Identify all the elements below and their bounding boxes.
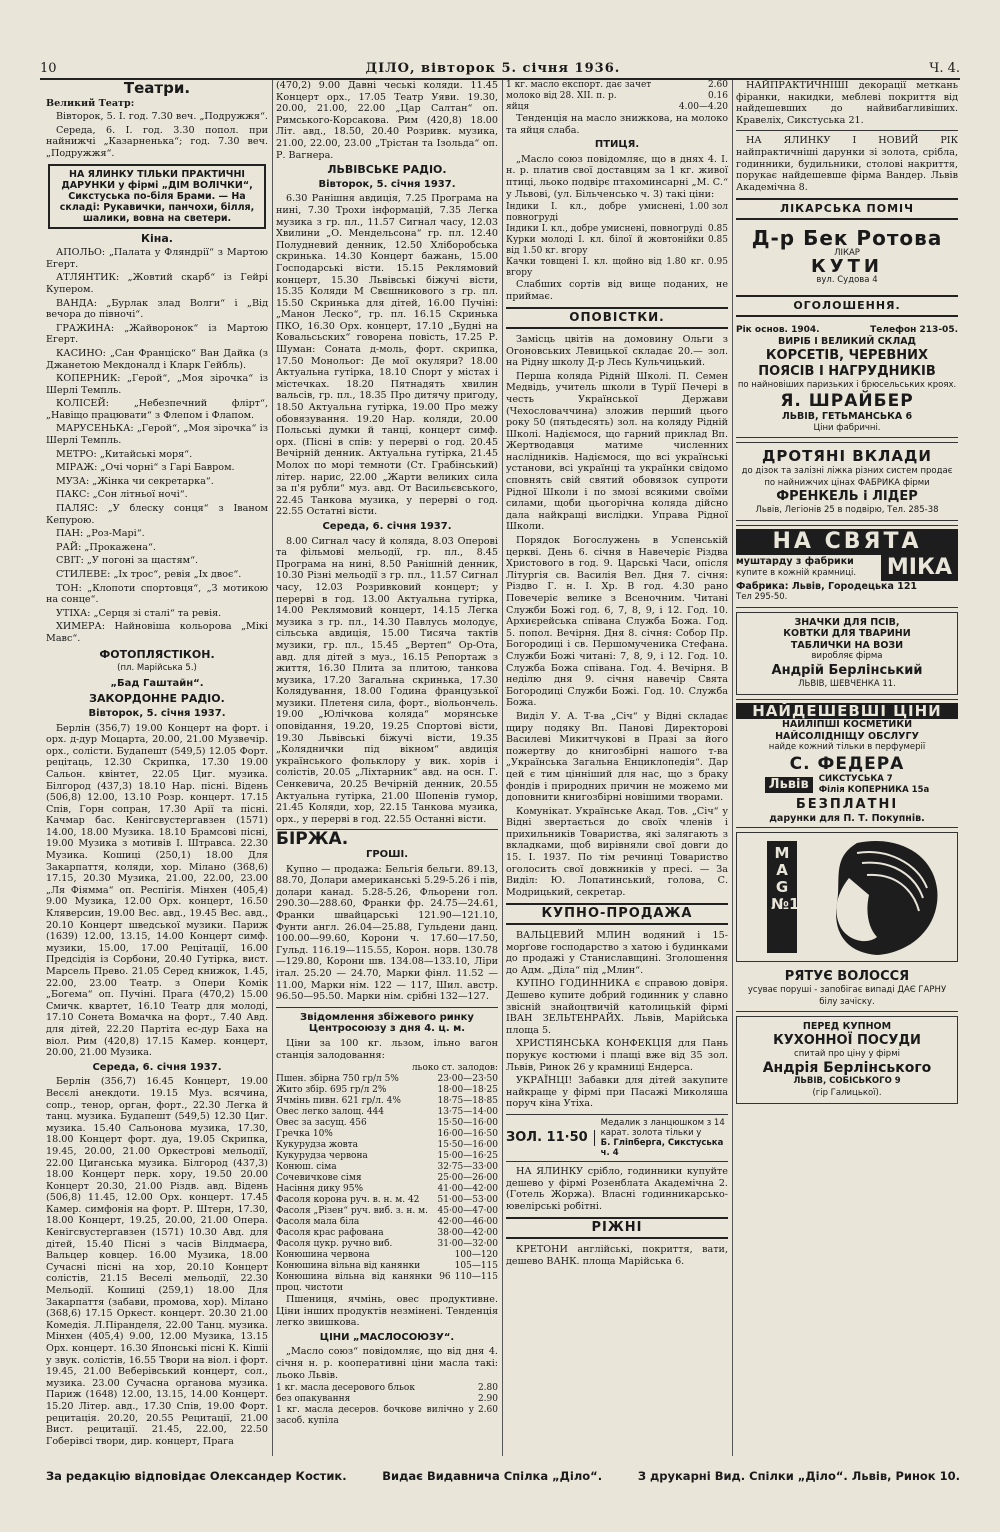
announcements-heading: ОГОЛОШЕННЯ. (736, 295, 958, 317)
poultry-heading: ПТИЦЯ. (594, 139, 640, 151)
column-divider (272, 80, 273, 1456)
radio-program: Берлін (356,7) 19.00 Концерт на форт. і орх. д-дур Моцарта, 20.00, 21.00 Музвечір. орх., солісти. Будапешт (549,5) 12.05 Форт. рецітаць, 12.30 Скрипка, 17.30 19.00 Сальон. квінтет, 22.05 Циг. музика. Білгород (437,3) 18.10 Нар. пісні. Відень (506,8) 12.00, 13.10 Розр. концерт. 17.15 Спів, Горн сопран, 17.30 Арії та пісні. Качмар бас. Кенігсвустергавзен (1571) 14.00, 18.00 Музика. 18.10 Брамсові пісні, 19.00 Музика з мотивів І. Штравса. 22.30 Музика. Кошиці (250,1) 18.00 Для Закарпаття, коляди, хор. Мілано (368,6) 17.15, 20.30 Музика, 21.00, 22.00, 23.00 „Ля Фіямма“ оп. Респігія. Мінхен (405,4) 9.00 Музика, 12.00 Орх. концерт, 16.50 Кляверсин, 19.00 Вес. авд., 19.45 Вес. авд., 20.10 Концерт шведської музики. Париж (1639) 12.00, 13.15, 14.00 Концерт симф. музики, 15.00, 17.00 Рецітації, 16.00 Предсідія із Сорбони, 20.40 Гутірка, вист. Марсель Прево. 21.05 Серед книжок, 1.45, 22.00, 23.00 Театр. з Опери Комік „Богема“ оп. Пучіні. Прага (470,2) 15.00 Смичк. квартет, 16.10 Театр для молоді, 17.10 Сонета Вомачка на форт., 7.40 Авд. для дітей, 22.20 Партіта ес-дур Баха на віол. Рим (420,8) 17.15 Камер. концерт, 20.00, 21.00 Музика. (46, 722, 268, 1059)
radio-program: Берлін (356,7) 16.45 Концерт, 19.00 Весєлі анекдоти. 19.15 Муз. всячина, сопр., тенор, орган, форт., 22.30 Легка й танц. музика. Будапешт (549,5) 12.30 Циг. музика. 15.40 Сальонова музика, 17.30, 18.00 Концерт форт. дуа, 19.05 Скрипка, 19.45, 20.00, 21.00 Оркестрові мельодії, 22.00 Циганська музика. Білгород (437,3) 18.00 Концерт перк. хору, 19.50 20.00 Концерт 20.30, 21.00 Різдв. авд. Відень (506,8) 11.45, 12.00 Орх. концерт. 17.45 Камер. симфонія на форт. Р. Штерн, 17.30, 18.00 Концерт, 19.25, 20.00, 21.00 Опера. Кенігсвустергавзен (1571) 10.30 Авд. для дітей, 15.40 Пісні з часів Вілдмаєра, Вальцер ковцер. 16.00 Музика, 18.00 Сучасні пісні на хор, 20.10 Концерт солістів, 21.15 Веселі мельодії, 22.30 Мельодії. Кошиці (259,1) 18.00 Для Закарпаття (забави, промова, хор). Мілано (368,6) 17.15 Оркест. концерт. 20.30 21.00 Комедія. Л.Піранделя, 22.00 Танц. музика. Мінхен (405,4) 9.00, 12.00 Музика, 13.15 Орх. концерт. 16.30 Японські пісні К. Кішіі у звук. солістів, 16.55 Твори на віол. і форт. 19.45, 21.00 Веберівський концерт, сол., музика. 23.00 Сучасна органова музика. Париж (1648) 12.00, 13.15, 14.00 Концерт. 15.20 Літер. авд., 17.30 Спів, 19.00 Форт. рецитація. 20.20, 20.55 Рецитації, 21.00 Вист. рецитації. 21.45, 22.00, 22.50 Гоберівсі твори, дир. концерт, Прага (46, 1076, 268, 1447)
editor-credit: За редакцію відповідає Олександер Костик. (46, 1469, 347, 1483)
grain-heading: Звідомлення збіжевого ринку Центросоюзу з дня 4. ц. м. (300, 1011, 474, 1035)
grain-row: Пшен. збірна 750 гр/л 5% 23·00—23·50 (276, 1074, 498, 1085)
grain-row: Конюш. сіма 32·75—33·00 (276, 1162, 498, 1173)
issue-number: Ч. 4. (929, 61, 960, 76)
cinema-heading: Кіна. (141, 231, 173, 245)
money-heading: ГРОШІ. (365, 849, 409, 860)
cinema-listing: ХИМЕРА: Найновіша кольорова „Мікі Мавс“. (46, 621, 268, 644)
cinema-listing: ПАН: „Роз-Марі“. (56, 528, 145, 540)
cinema-listing: МУЗА: „Жінка чи секретарка“. (56, 475, 214, 487)
maslosoyuz-text: „Масло союз“ повідомляє, що від дня 4. січня н. р. кооперативні ціни масла такі: льоко Львів. (276, 1346, 498, 1381)
butter-row: 1 кг. масла десерового бльок 2.80 (276, 1383, 498, 1394)
price-row: 1 кг. масло експорт. дає зачет 2.60 (506, 80, 728, 90)
cinema-listing: ПАЛЯС: „У блеску сонця“ з Іваном Кепурою. (46, 503, 268, 526)
divider (736, 130, 958, 131)
column-divider (502, 80, 503, 1456)
ad-box-volichka: НА ЯЛИНКУ ТІЛЬКИ ПРАКТИЧНІ ДАРУНКИ у фірмі „ДІМ ВОЛІЧКИ“, Сикстуська по-біля Брами. — На складі: Рукавички, панчохи, білля, шалики, вовна на светери. (48, 164, 266, 229)
hair-tonic-poster (736, 832, 958, 962)
poultry-row: Індики І. кл., добре умиснені, повногруді 1.00 зол (506, 202, 728, 224)
notice-item: Перша коляда Рідній Школі. П. Семен Медвідь, учитель школи в Турії Печері в честь Української Держави (Чехословаччина) зложив перший цього року 50 (пятьдесять) зол. на коляду Рідній Школі. Надіємося, що гарний приклад Вп. Жертводавця матиме численних наслідників. Надіємося, що всі українські установи, всі українці та українки свідомо сповнять свій святий обовязок супроти Рідної Школи і по змозі всякими своїми силами, щоби цьогорічна коляда дійсно дала найкращі вислідки. Управа Рідної Школи. (506, 370, 728, 533)
column-1 (46, 80, 268, 1456)
wire-beds-ad: ДРОТЯНІ ВКЛАДИ до дізок та залізні ліжка різних систем продає по найнижчих цінах ФАБРИКА фірми ФРЕНКЕЛЬ і ЛІДЕР Львів, Легіонів 25 в подвірю, Тел. 285-38 (736, 442, 958, 521)
grain-row: Конюшина вільна від канянки 105—115 (276, 1261, 498, 1272)
grain-row: Конюшина червона 100—120 (276, 1250, 498, 1261)
grain-note: Пшениця, ячмінь, овес продуктивне. Ціни інших продуктів незмінені. Тенденція легко звишкова. (276, 1294, 498, 1329)
cinema-listing: АПОЛЬО: „Палата у Фляндрії“ з Мартою Егерт. (46, 247, 268, 270)
perfumery-headline: НАЙДЕШЕВШІ ЦІНИ (736, 703, 958, 719)
radio-day: Вівторок, 5. січня 1937. (88, 707, 226, 719)
price-row: молоко від 28. XII. п. р. 0.16 (506, 91, 728, 101)
doctor-ad (736, 225, 958, 290)
butter-row: 1 кг. масла десеров. бочкове вилічно у засоб. купіла 2.60 (276, 1405, 498, 1427)
grain-row: Кукурудза жовта 15·50—16·00 (276, 1140, 498, 1151)
cinema-listing: ГРАЖИНА: „Жайворонок“ із Мартою Егерт. (46, 322, 268, 346)
poultry-row: Качки товщені І. кл. щойно від 1.80 кг. вгору 0.95 (506, 257, 728, 279)
poultry-row: Курки молоді І. кл. білої й жовтонійки від 1.50 кг. вгору 0.85 (506, 235, 728, 257)
mag-brand: MAG №1 (771, 844, 800, 914)
cinema-listing: КОПЕРНИК: „Герой“, „Моя зірочка“ із Шерлі Темпль. (46, 373, 268, 396)
ad-decor: НАЙПРАКТИЧНІШІ декорації меткань фіранки, накидки, меблеві покриття від найдешевших до найвибагливіших. Кравеліх, Сикстуська 21. (736, 80, 958, 126)
doctor-place: КУТИ (811, 256, 883, 278)
berlinsky-firm: Андрій Берлінський (771, 662, 923, 678)
medical-heading: ЛІКАРСЬКА ПОМІЧ (736, 198, 958, 220)
grain-row: Фасоля мала біла 42·00—46·00 (276, 1217, 498, 1228)
fotoplastikon-show: „Бад Гаштайн“. (110, 677, 204, 689)
trade-item: КУПНО ГОДИННИКА є справою довіря. Дешево купите добрий годинник у славно звісній знайоцтвичій католицькій фірмі ІВАН ЗЕЛЬТЕНРАЙХ. Львів, Марійська площа 5. (506, 978, 728, 1036)
perfumery-ad: НАЙДЕШЕВШІ ЦІНИ НАЙЛІПШІ КОСМЕТИКИ НАЙСОЛІДНІЩУ ОБСЛУГУ найде кожний тільки в перфумерії С. ФЕДЕРА Львів СИКСТУСЬКА 7 Філія КОПЕРНИКА 15а БЕЗПЛАТНІ дарунки для П. Т. Покупнів. (736, 699, 958, 828)
butter-note: Тенденція на масло знижкова, на молоко та яйця слаба. (506, 113, 728, 136)
cinema-listing: ПАКС: „Сон літньої ночі“. (56, 489, 188, 501)
corset-ad-meta: Рік основ. 1904. Телефон 213-05. (736, 324, 958, 335)
mustard-ad: НА СВЯТА муштарду з фабрики купите в кожній крамниці. МІКА Фабрика: Львів, Городецька 121 Тел 295-50. (736, 525, 958, 608)
publisher-credit: Видає Видавнича Спілка „Діло“. (382, 1469, 603, 1483)
doctor-address: вул. Судова 4 (816, 275, 878, 286)
grain-unit-note: Ціни за 100 кг. льзом, ільно вагон станція залодовання: (276, 1037, 498, 1061)
trade-heading: КУПНО-ПРОДАЖА (506, 903, 728, 925)
misc-ad: КРЕТОНИ англійські, покриття, вати, дешево ВАНК. площа Марійська 6. (506, 1243, 728, 1267)
notices-list (506, 334, 728, 899)
column-2 (276, 80, 498, 1456)
butter-row: без опакування 2.90 (276, 1394, 498, 1405)
poultry-row: Індики І. кл., добре умиснені, повногруді 0.85 (506, 224, 728, 235)
hair-tonic-ad: РЯТУЄ ВОЛОССЯ усуває поруші - запобігає випаді ДАЄ ГАРНУ білу зачіску. (736, 966, 958, 1012)
column-4 (736, 80, 958, 1456)
notice-item: Комунікат. Українське Акад. Тов. „Січ“ у Відні звертається до своїх членів і прихильників Товариства, які залягають з вкладками, щоб вирівняли свої довги до 15. І. 1937. По тім речинці Товариство оголосить свої довжників у пресі. — За Виділ: Ю. Лопатинський, голова, С. Модрицький, секретар. (506, 805, 728, 898)
dog-tags-ad: ЗНАЧКИ ДЛЯ ПСІВ, КОВТКИ ДЛЯ ТВАРИНИ ТАБЛИЧКИ НА ВОЗИ виробляє фірма Андрій Берлінський ЛЬВІВ, ШЕВЧЕНКА 11. (736, 612, 958, 696)
grain-row: Фасоля крас рафована 38·00—42·00 (276, 1228, 498, 1239)
radio-day: Середа, 6. січня 1937. (92, 1061, 222, 1073)
trade-list (506, 930, 728, 1110)
theatres-heading: Театри. (123, 80, 191, 97)
woman-profile-illustration (737, 833, 957, 961)
schreiber-firm: Я. ШРАЙБЕР (780, 391, 914, 412)
radio-program: 8.00 Сигнал часу й коляда, 8.03 Оперові та фільмові мельодії, гр. пл., 8.45 Програма на нині, 8.50 Ранішній денник, 10.30 Різні мельодії з гр. пл., 11.57 Сигнал часу, 12.03 Розривковий концерт; у перерві в год. 13.00 Актуальна гутірка, 14.00 Реклямовий концерт, 14.15 Легка музика з гр. пл., 14.30 Павлусь молодує, сільська авдиція, 15.00 Тисяча тактів музики, гр. пл., 15.45 „Вертеп“ Ор-Ота, авд. для дітей з муз., 16.15 Репортаж з життя, 16.30 Плита за плитою, танкова музика, 17.20 Загальна скринька, 17.30 Колядування, 18.00 Година французької музики. Плетеня сила, форт., віольончель. 19.00 „Юлічкова коляда“ морянське оповідання, 19.20, 19.25 Спортові вісти, 19.30 Львівські біжучі вісти, 19.35 „Коляднички під вікном“ авдиція українського фольклору у вик. хорів і солістів, 20.05 „Ліхтарник“ авд. на осн. Г. Сенкевича, 20.25 Вечірній денник, 20.55 Актуальна гутірка, 21.00 Шопенів гумор, 21.45 Коляди, хор, 22.15 Танкова музика, орх., у перерві в год. 22.55 Останні вісти. (276, 535, 498, 825)
radio-day: Середа, 6. січня 1937. (322, 520, 452, 532)
grain-row: Овес за засущ. 456 15·50—16·00 (276, 1118, 498, 1129)
cinema-listing: МІРАЖ: „Очі чорні“ з Гарі Бавром. (56, 462, 235, 474)
poultry-text: „Масло союз повідомляє, що в днях 4. І. н. р. платив свої доставцям за 1 кг. живої птиці, льоко подвірє птахоминсарні „М. С.“ у Львові, (ул. Більченсько ч. 3) такі ціни: (506, 153, 728, 200)
doctor-role: ЛІКАР (834, 247, 860, 258)
corset-ad: Рік основ. 1904. Телефон 213-05. ВИРІБ І ВЕЛИКИЙ СКЛАД КОРСЕТІВ, ЧЕРЕВНИХ ПОЯСІВ І НАГРУДНИКІВ по найновіших паризьких і брюсельських кроях. Я. ШРАЙБЕР ЛЬВІВ, ГЕТЬМАНСЬКА 6 Ціни фабричні. (736, 322, 958, 439)
grain-row: Овес легко залощ. 444 13·75—14·00 (276, 1107, 498, 1118)
page-number: 10 (40, 61, 57, 76)
cinema-listing: КАСИНО: „Сан Франціско“ Ван Дайка (з Джанетою Мекдоналд і Кларк Гейбль). (46, 347, 268, 371)
mika-brand: МІКА (881, 555, 958, 581)
cinema-listing: АТЛЯНТИК: „Жовтий скарб“ із Гейрі Купером. (46, 272, 268, 295)
grain-table (276, 1074, 498, 1294)
notice-item: Виділ У. А. Т-ва „Січ“ у Відні складає щиру подяку Вп. Панові Директорові Василеві Микитчукові в Празі за його пожертву до книгозбірні нашого т-ва „Українська Загальна Енциклопедія“. Дар цей є тим цінніший для нас, що з браку фондів і природних причин не можемо ми доповнити книгозбірні новішими творами. (506, 710, 728, 804)
cinema-listing: КОЛІСЕЙ: „Небезпечний флірт“, „Навіщо працювати“ з Флепом і Флапом. (46, 398, 268, 421)
theatre-line: Середа, 6. І. год. 3.30 попол. при найнижчі „Казарненька“; год. 7.30 веч. „Подружжя“. (46, 124, 268, 159)
gold-price: ЗОЛ. 11·50 (506, 1130, 595, 1146)
mustard-headline: НА СВЯТА (736, 529, 958, 555)
yalynka-ad: НА ЯЛИНКУ срібло, годинники купуйте дешево у фірмі Розенблата Академічна 2. (Готель Жоржа). Власні годинникарсько-ювелірські робітні. (506, 1165, 728, 1212)
grain-row: Насіння дику 95% 41·00—42·00 (276, 1184, 498, 1195)
grain-row: Кукурудза червона 15·00—16·25 (276, 1151, 498, 1162)
column-3 (506, 80, 728, 1456)
masthead-title: ДІЛО, вівторок 5. січня 1936. (365, 61, 621, 76)
printer-credit: З друкарні Вид. Спілки „Діло“. Львів, Ринок 10. (637, 1469, 960, 1483)
notice-item: Порядок Богослужень в Успенській церкві. День 6. січня в Навечеріє Різдва Христового в год. 9. Царські Часи, опісля Літургія св. Василія Вел. Дня 7. січня: Різдво Г. н. І. Хр. В год. 4.30 рано Повечеріє велике з Всеночним. Читані Служби Божі год. 6, 7, 8, 9, і 12. Год. 10. Архиєрейська співана Служба Божа. Год. 5. попол. Вечірня. Дня 8. січня: Собор Пр. Богородиці і св. Першомученика Стефана. Служби Божі читані: 7, 8, 9, і 12. Год. 10. Служба Божа співана. Год. 4. Вечірня. В неділю дня 9. січня навечір Свята Богородиці Служби Божі. Год. 10. Служба Божа. (506, 535, 728, 709)
radio-day: Вівторок, 5. січня 1937. (318, 178, 456, 190)
cinema-listing: СВІТ: „У погоні за щастям“. (56, 555, 199, 567)
berlinsky-firm-2: Андрія Берлінського (762, 1060, 932, 1077)
fotoplastikon-heading: ФОТОПЛЯСТІКОН. (99, 647, 215, 661)
doctor-name: Д-р Бек Ротова (751, 225, 943, 250)
grain-row: Фасоля цукр. ручно виб. 31·00—32·00 (276, 1239, 498, 1250)
federa-firm: С. ФЕДЕРА (789, 753, 905, 774)
column-divider (732, 80, 733, 1456)
kitchenware-ad: ПЕРЕД КУПНОМ КУХОННОЇ ПОСУДИ спитай про ціну у фірмі Андрія Берлінського ЛЬВІВ, СОБІСЬКОГО 9 (гір Галицької). (736, 1016, 958, 1104)
grain-row: Сочевичкове сімя 25·00—26·00 (276, 1173, 498, 1184)
grain-row: Конюшина вільна від канянки 96 проц. чистоти 110—115 (276, 1272, 498, 1294)
theatre-line: Вівторок, 5. І. год. 7.30 веч. „Подружжя“. (56, 111, 268, 123)
cinema-list (46, 247, 268, 644)
cinema-listing: МАРУСЕНЬКА: „Герой“, „Моя зірочка“ із Шерлі Темпль. (46, 423, 268, 447)
butter-prices (506, 80, 728, 113)
page-footer (46, 1466, 960, 1486)
gold-medal-ad (506, 1114, 728, 1162)
grain-row: Ячмінь пивн. 621 гр/л. 4% 18·75—18·85 (276, 1096, 498, 1107)
page-header (40, 54, 960, 80)
ad-new-year: НА ЯЛИНКУ І НОВИЙ РІК найпрактичніші дарунки зі золота, срібла, годинники, будильники, столові накриття, порукає найдешевше фірма Вандер. Львів Академічна 8. (736, 135, 958, 193)
cinema-listing: УТІХА: „Серця зі сталі“ та ревія. (56, 607, 222, 619)
butter-table (276, 1383, 498, 1427)
grain-row: Жито збір. 695 гр/л 2% 18·00—18·25 (276, 1085, 498, 1096)
poultry-note: Слабших сортів від вище поданих, не приймає. (506, 279, 728, 302)
divider (276, 1007, 498, 1008)
grain-row: Гречка 10% 16·00—16·50 (276, 1129, 498, 1140)
trade-item: УКРАЇНЦІ! Забавки для дітей закупите найкраще у фірмі при Пасажі Миколяша поруч кіна Утіха. (506, 1075, 728, 1110)
gold-ad-text: Медалик з ланцюшком з 14 карат. золота тільки у Б. Гліпберга, Сикстуська ч. 4 (600, 1117, 725, 1158)
price-row: яйця 4.00—4.20 (506, 102, 728, 112)
fotoplastikon-address: (пл. Марійська 5.) (117, 663, 197, 674)
grain-row: Фасоля корона руч. в. н. м. 42 51·00—53·00 (276, 1195, 498, 1206)
bourse-heading: БІРЖА. (276, 829, 349, 850)
radio-program: 6.30 Ранішня авдиція, 7.25 Програма на нині, 7.30 Трохи інформацій, 7.35 Легка музика з гр. пл., 11.57 Сигнал часу, 12.03 Хвилини „О. Мендельсона“ гр. пл. 12.40 Полудневий денник, 12.50 Хліборобська скринька. 14.30 Концерт бажань, 15.00 Господарські вісти. 15.15 Реклямовий концерт, 15.30 Львівські біжучі вісти, 15.35 Коляди М Свєшникового з гр. пл. 15.50 Скринька для дітей, 16.00 Пучіні: „Манон Леско“, гр. пл. 16.15 Скринька ПКО, 16.30 Орх. концерт, 17.10 „Будні на Ковальсьских“ говорена повість, 17.25 Р. Шуман: Соната д-моль, форт. скрипка, 17.50 Монольог: Де мої окуляри? 18.00 Актуальна гутірка, 18.10 Спорт у містах і містечках. 18.20 Пятнадять хвилин вальсів, гр. пл., 18.35 Про дитячу пригоду, 18.50 Актуальна гутірка, 19.00 Про межу обовязування. 19.20 Нар. коляди, 20.00 Польські думки й танці, концерт симф. орх. (Пісні в спів: у перерві о год. 20.45 Вечірній денник. Актуальна гутірка, 21.45 Молох по морі темноти (Ст. Грабінський) літер. нарис, 22.00 „Жарти великих сила за п'я рубли“ муз. авд. От Васильєвського, 22.45 Танкова музика, у перерві о год. 22.55 Остатні вісти. (276, 193, 498, 518)
lviv-radio-heading: ЛЬВІВСЬКЕ РАДІО. (327, 163, 447, 177)
trade-item: ХРИСТІЯНСЬКА КОНФЕКЦІЯ для Пань порукує костюми і плащі вже від 35 зол. Львів, Ринок 26 у крамниці Ендерса. (506, 1038, 728, 1073)
notices-heading: ОПОВІСТКИ. (506, 307, 728, 329)
maslosoyuz-heading: ЦІНИ „МАСЛОСОЮЗУ“. (319, 1331, 455, 1343)
misc-heading: РІЖНІ (506, 1217, 728, 1239)
cinema-listing: ВАНДА: „Бурлак злад Волги“ і „Від вечора до півночі“. (46, 297, 268, 321)
poultry-table (506, 202, 728, 279)
frenkel-firm: ФРЕНКЕЛЬ і ЛІДЕР (776, 489, 918, 505)
grain-row: Фасоля „Різен“ руч. виб. з. н. м. 45·00—47·00 (276, 1206, 498, 1217)
cinema-listing: МЕТРО: „Китайські моря“. (56, 448, 193, 460)
trade-item: ВАЛЬЦЕВИЙ МЛИН водяний і 15-морґове господарство з хатою і будинками до продажі у Станиславщині. Зголошення до Адм. „Діла“ під „Млин“. (506, 930, 728, 976)
cinema-listing: РАЙ: „Прокажена“. (56, 541, 156, 553)
cinema-listing: ТОН: „Клопоти спортовця“, „З мотикою на сонце“. (46, 582, 268, 606)
foreign-radio-heading: ЗАКОРДОННЕ РАДІО. (89, 692, 225, 706)
money-rates: Купно — продажа: Бельгія бельги. 89.13, 88.70, Долари американські 5.29-5.26 і пів, долари канад. 5.28-5.26, Фльорени гол. 290.30—288.60, Франки фр. 24.75—24.61, Франки швайцарські 121.90—121.10, Фунти англ. 26.04—25.88, Гульдени данц. 100.00—99.60, Корони ч. 17.60—17.50, Гульд. 116.19—115.55, Корон. норв. 130.78—129.80, Корони шв. 134.08—133.10, Ліри італ. 25.20 — 24.70, Марки фінл. 11.52 — 11.00, Марки нім. 122 — 117, Шил. австр. 96.50—95.50. Марки нім. срібні 132—127. (276, 863, 498, 1003)
radio-program: (470,2) 9.00 Давні чеські коляди. 11.45 Концерт орх., 17.05 Театр Уяви. 19.30, 20.00, 21.00, 22.00 „Цар Салтан“ оп. Римського-Корсакова. Рим (420,8) 18.00 Літ. авд., 18.50, 20.40 Розривк. музика, 21.00, 22.00, 23.00 „Трістан та Ізольда“ оп. Р. Вагнера. (276, 80, 498, 161)
cinema-listing: СТИЛЕВЕ: „Іх трос“, ревія „Іх двоє“. (56, 569, 242, 580)
theatre-line: Великий Театр: (46, 97, 135, 109)
notice-item: Замісць цвітів на домовину Ольги з Огоновських Левицької складає 20.— зол. на Рідну школу Д-р Лесь Кульчицький. (506, 333, 728, 369)
grain-table-head: льоко ст. залодов: (411, 1063, 498, 1074)
